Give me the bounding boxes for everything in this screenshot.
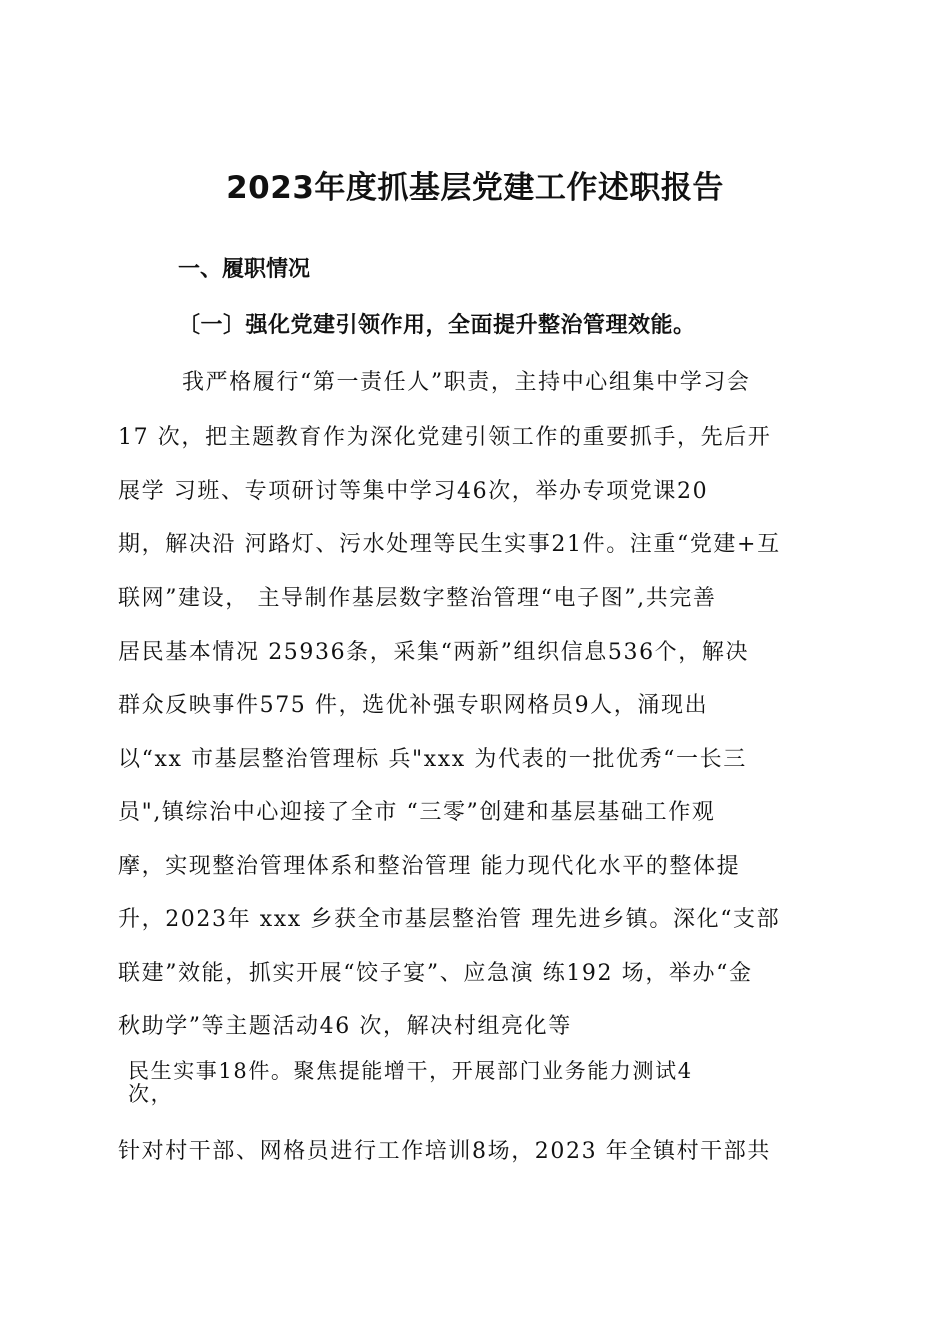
body-line: 联网”建设， 主导制作基层数字整治管理“电子图”,共完善 [118, 586, 717, 611]
body-line: 我严格履行“第一责任人”职责，主持中心组集中学习会 [182, 370, 751, 395]
body-line: 展学 习班、专项研讨等集中学习46次，举办专项党课20 [118, 479, 709, 504]
body-line: 摩，实现整治管理体系和整治管理 能力现代化水平的整体提 [118, 854, 741, 879]
section-heading: 一、履职情况 [178, 257, 311, 282]
body-line: 升，2023年 xxx 乡获全市基层整治管 理先进乡镇。深化“支部 [118, 907, 781, 932]
body-line: 居民基本情况 25936条，采集“两新”组织信息536个，解决 [118, 640, 750, 665]
subsection-heading: 〔一〕强化党建引领作用，全面提升整治管理效能。 [178, 312, 696, 338]
document-title: 2023年度抓基层党建工作述职报告 [226, 170, 724, 206]
body-line: 以“xx 市基层整治管理标 兵"xxx 为代表的一批优秀“一长三 [118, 747, 747, 772]
body-line: 员",镇综治中心迎接了全市 “三零”创建和基层基础工作观 [118, 800, 716, 825]
body-line: 联建”效能，抓实开展“饺子宴”、应急演 练192 场，举办“金 [118, 961, 753, 986]
body-line: 17 次，把主题教育作为深化党建引领工作的重要抓手，先后开 [118, 425, 772, 450]
body-line: 针对村干部、网格员进行工作培训8场，2023 年全镇村干部共 [118, 1139, 771, 1164]
body-line: 秋助学”等主题活动46 次，解决村组亮化等 [118, 1014, 572, 1039]
body-line: 期，解决沿 河路灯、污水处理等民生实事21件。注重“党建+互 [118, 532, 781, 557]
body-line: 次， [128, 1082, 174, 1106]
body-line: 民生实事18件。聚焦提能增干，开展部门业务能力测试4 [128, 1059, 693, 1083]
body-line: 群众反映事件575 件，选优补强专职网格员9人，涌现出 [118, 693, 709, 718]
